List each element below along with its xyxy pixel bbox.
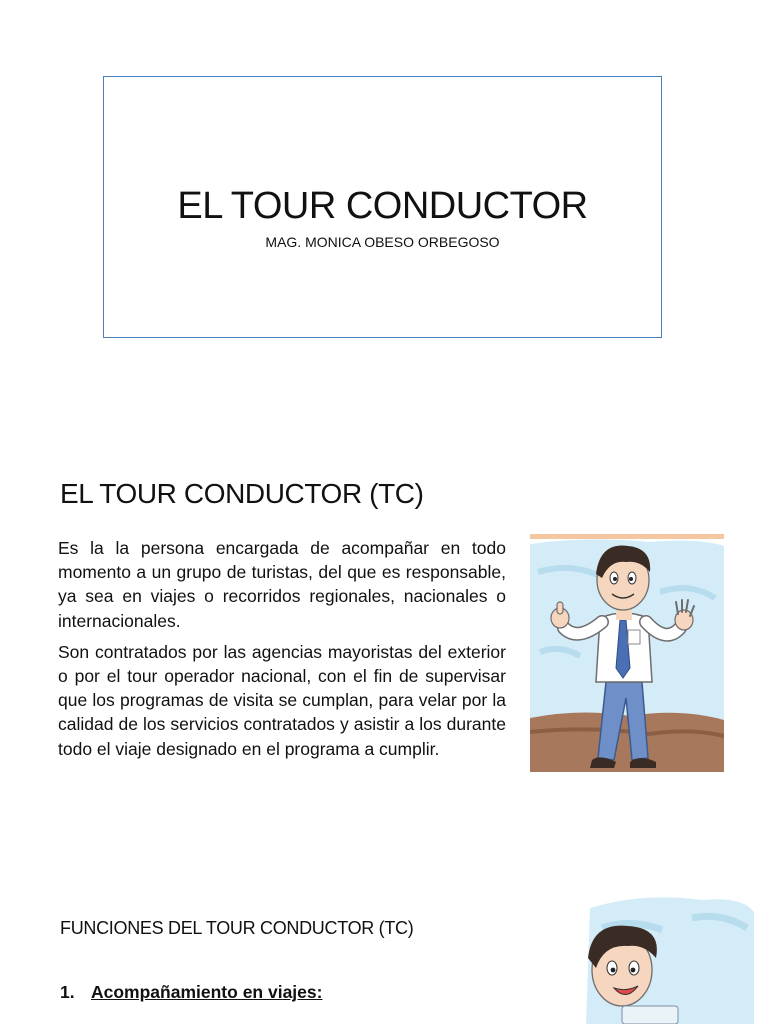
list-item-label: Acompañamiento en viajes: <box>91 982 323 1002</box>
title-slide <box>103 76 662 338</box>
paragraph-contracting: Son contratados por las agencias mayoristas del exterior o por el tour operador nacional, con el fin de supervisar que los programas de visita se cumplan, para velar por la calidad de los servicios contratados y asistir a los durante todo el viaje designado en el programa a cumplir. <box>58 641 506 759</box>
section-body <box>58 536 506 761</box>
tour-guide-illustration <box>530 532 724 772</box>
list-item <box>60 982 322 1003</box>
list-item-number: 1. <box>60 982 75 1002</box>
tour-guide-man-face-illustration <box>582 888 756 1024</box>
paragraph-definition: Es la la persona encargada de acompañar en todo momento a un grupo de turistas, del que es responsable, ya sea en viajes o recorridos regionales, nacionales o internacionales. <box>58 538 506 631</box>
tour-guide-man-thumbs-up-illustration <box>530 532 724 772</box>
tour-guide-face-illustration <box>582 888 756 1024</box>
section-title: EL TOUR CONDUCTOR (TC) <box>60 478 424 509</box>
slide-subtitle: MAG. MONICA OBESO ORBEGOSO <box>265 234 500 250</box>
functions-title: FUNCIONES DEL TOUR CONDUCTOR (TC) <box>60 918 414 938</box>
slide-title: EL TOUR CONDUCTOR <box>177 185 588 227</box>
